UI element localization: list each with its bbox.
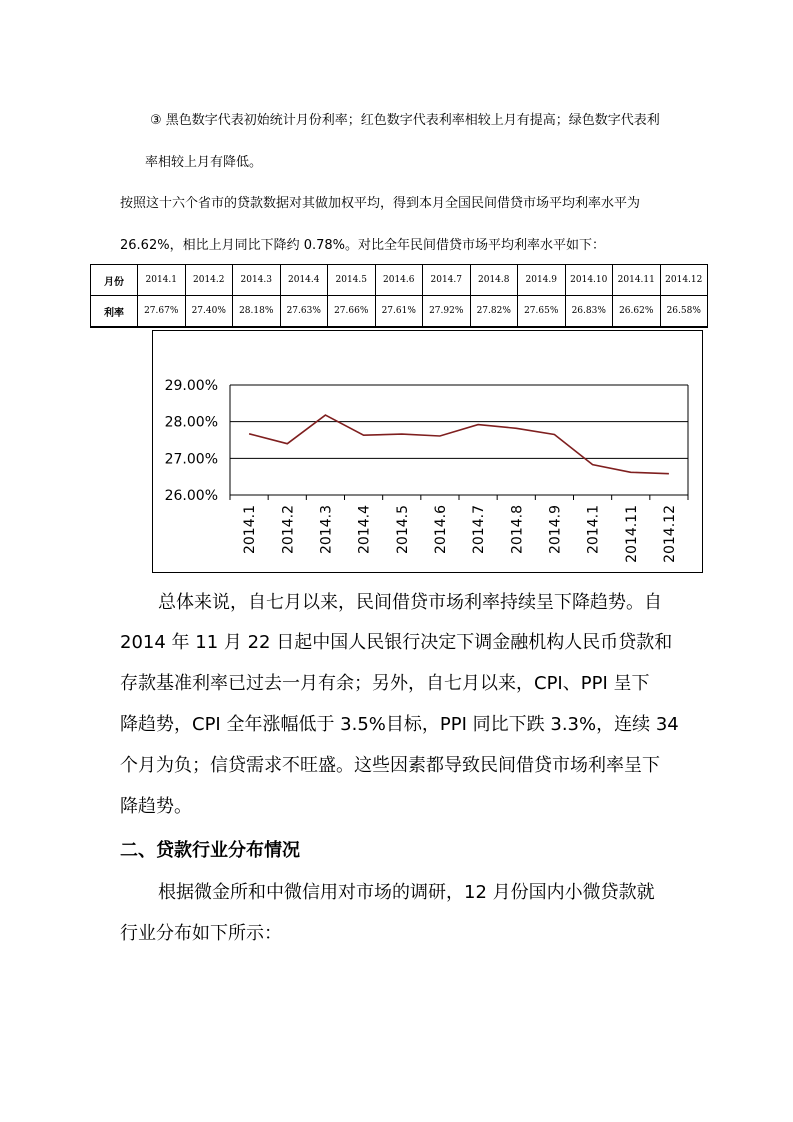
table-cell-month: 2014.12: [660, 265, 708, 296]
chart-canvas: [153, 331, 702, 572]
chart-x-tick-label: 2014.11: [623, 505, 640, 563]
chart-y-tick-label: 27.00%: [164, 451, 218, 468]
table-cell-rate: 27.65%: [518, 296, 566, 328]
chart-x-tick-label: 2014.8: [509, 505, 526, 554]
rate-line-chart: [152, 330, 703, 573]
table-cell-rate: 27.82%: [470, 296, 518, 328]
table-cell-rate: 26.62%: [613, 296, 661, 328]
table-cell-month: 2014.1: [138, 265, 186, 296]
table-cell-month: 2014.3: [233, 265, 281, 296]
table-cell-month: 2014.7: [423, 265, 471, 296]
chart-y-tick-label: 28.00%: [164, 414, 218, 431]
table-cell-rate: 27.61%: [375, 296, 423, 328]
chart-x-tick-label: 2014.2: [280, 505, 297, 554]
chart-y-tick-label: 29.00%: [164, 378, 218, 394]
chart-x-tick-label: 2014.4: [356, 505, 373, 554]
paragraph-line: 存款基准利率已过去一月有余；另外，自七月以来，CPI、PPI 呈下: [120, 673, 650, 694]
table-cell-rate: 27.40%: [185, 296, 233, 328]
table-cell-rate: 28.18%: [233, 296, 281, 328]
paragraph-line: 个月为负；信贷需求不旺盛。这些因素都导致民间借贷市场利率呈下: [120, 755, 660, 776]
note-line-4: 26.62%，相比上月同比下降约 0.78%。对比全年民间借贷市场平均利率水平如下：: [120, 238, 605, 253]
note-line-3: 按照这十六个省市的贷款数据对其做加权平均，得到本月全国民间借贷市场平均利率水平为: [120, 196, 641, 211]
table-cell-rate: 27.92%: [423, 296, 471, 328]
section-heading: 二、贷款行业分布情况: [120, 840, 300, 861]
chart-x-tick-label: 2014.6: [432, 505, 449, 554]
chart-x-tick-label: 2014.5: [394, 505, 411, 554]
table-cell-month: 2014.11: [613, 265, 661, 296]
table-cell-month: 2014.8: [470, 265, 518, 296]
chart-x-tick-label: 2014.7: [471, 505, 488, 554]
table-cell-month: 2014.2: [185, 265, 233, 296]
paragraph-line: 降趋势，CPI 全年涨幅低于 3.5%目标，PPI 同比下跌 3.3%，连续 34: [120, 714, 679, 735]
note-line-1: ③ 黑色数字代表初始统计月份利率；红色数字代表利率相较上月有提高；绿色数字代表利: [150, 113, 660, 128]
table-header-rate: 利率: [91, 296, 138, 328]
table-cell-month: 2014.9: [518, 265, 566, 296]
note-line-2: 率相较上月有降低。: [145, 155, 263, 170]
table-cell-rate: 27.63%: [280, 296, 328, 328]
table-cell-month: 2014.6: [375, 265, 423, 296]
table-cell-rate: 26.83%: [565, 296, 613, 328]
table-row-months: [91, 265, 708, 296]
chart-y-tick-label: 26.00%: [164, 488, 218, 504]
table-cell-month: 2014.10: [565, 265, 613, 296]
chart-x-tick-label: 2014.1: [242, 505, 259, 554]
table-cell-rate: 27.67%: [138, 296, 186, 328]
chart-x-tick-label: 2014.12: [661, 505, 678, 563]
rate-table: [90, 264, 708, 328]
paragraph-line: 降趋势。: [120, 796, 192, 817]
chart-x-tick-label: 2014.1: [585, 505, 602, 554]
chart-x-tick-label: 2014.9: [547, 505, 564, 554]
section-line: 行业分布如下所示：: [120, 923, 282, 944]
table-row-rates: [91, 296, 708, 328]
table-cell-rate: 27.66%: [328, 296, 376, 328]
table-header-month: 月份: [91, 265, 138, 296]
chart-x-tick-label: 2014.3: [318, 505, 335, 554]
section-line: 根据微金所和中微信用对市场的调研，12 月份国内小微贷款就: [158, 882, 655, 903]
chart-series-line: [249, 415, 669, 474]
paragraph-line: 2014 年 11 月 22 日起中国人民银行决定下调金融机构人民币贷款和: [120, 632, 673, 653]
table-cell-month: 2014.4: [280, 265, 328, 296]
table-cell-rate: 26.58%: [660, 296, 708, 328]
paragraph-line: 总体来说，自七月以来，民间借贷市场利率持续呈下降趋势。自: [158, 592, 662, 613]
table-cell-month: 2014.5: [328, 265, 376, 296]
